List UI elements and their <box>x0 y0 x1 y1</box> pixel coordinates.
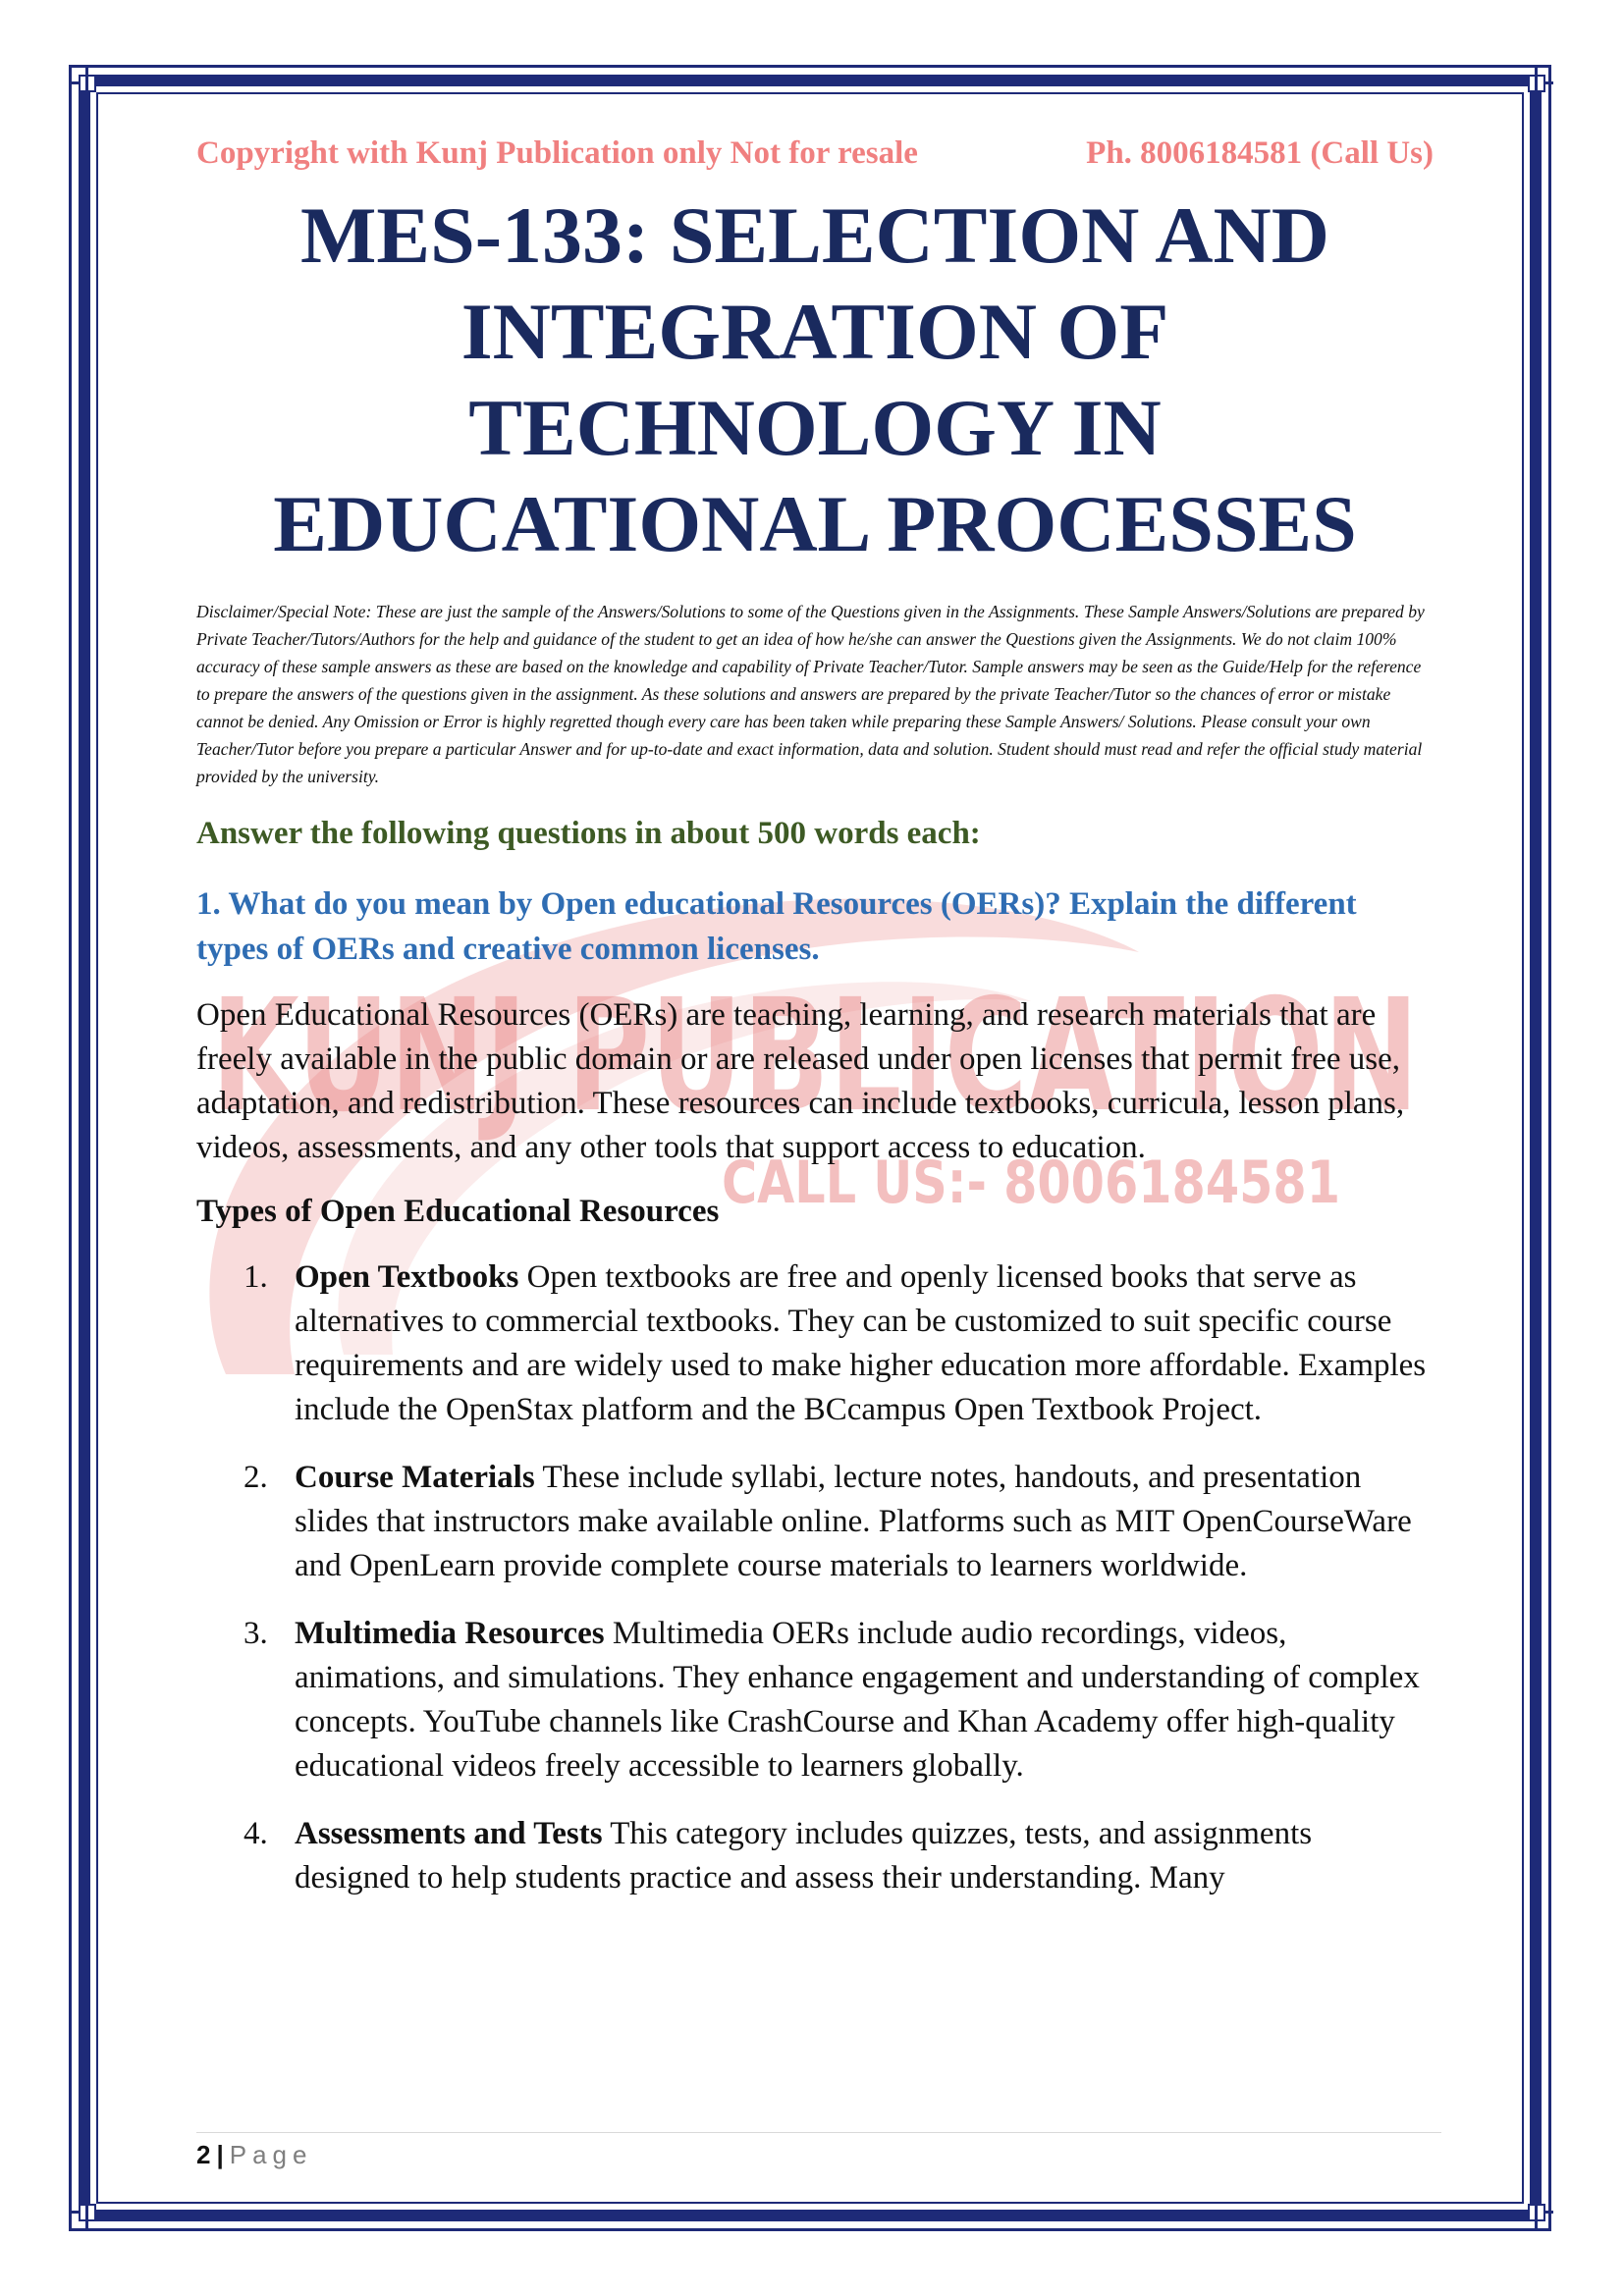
corner-ornament-bottom-right <box>1520 2196 1553 2229</box>
copyright-notice: Copyright with Kunj Publication only Not for resale <box>196 135 918 171</box>
footer-divider <box>196 2132 1441 2133</box>
list-item <box>196 1456 1434 1588</box>
list-item-number: 1. <box>244 1259 268 1295</box>
watermark-brand-text: KUNJ PUBLICATION <box>211 966 1419 1147</box>
list-item-term: Multimedia Resources <box>295 1616 605 1651</box>
disclaimer-note: Disclaimer/Special Note: These are just the sample of the Answers/Solutions to some of the Questions given in the Assignments. These Sample Answers/Solutions are prepared by Private Teacher/Tutors/Authors for the help and guidance of the student to get an idea of how he/she can answer the Questions given the Assignments. We do not claim 100% accuracy of these sample answers as these are based on the knowledge and capability of Private Teacher/Tutor. Sample answers may be seen as the Guide/Help for the reference to prepare the answers of the questions given in the assignment. As these solutions and answers are prepared by the private Teacher/Tutor so the chances of error or mistake cannot be denied. Any Omission or Error is highly regretted though every care has been taken while preparing these Sample Answers/ Solutions. Please consult your own Teacher/Tutor before you prepare a particular Answer and for up-to-date and exact information, data and solution. Student should must read and refer the official study material provided by the university. <box>196 602 1425 786</box>
contact-phone: Ph. 8006184581 (Call Us) <box>1086 135 1434 171</box>
list-item <box>196 1612 1434 1789</box>
page-label: Page <box>229 2140 313 2169</box>
question-heading: 1. What do you mean by Open educational Resources (OERs)? Explain the different types of OERs and creative common licenses. <box>196 886 1357 967</box>
corner-ornament-top-left <box>71 67 104 100</box>
intro-paragraph: Open Educational Resources (OERs) are teaching, learning, and research materials that are freely available in the public domain or are released under open licenses that permit free use, adaptation, and redistribution. These resources can include textbooks, curricula, lesson plans, videos, assessments, and any other tools that support access to education. <box>196 997 1405 1165</box>
page-content <box>196 135 1434 1924</box>
page-number: 2 <box>196 2140 211 2169</box>
corner-ornament-top-right <box>1520 67 1553 100</box>
list-item <box>196 1255 1434 1432</box>
list-item-term: Course Materials <box>295 1460 535 1495</box>
watermark-call-text: CALL US:- 8006184581 <box>722 1148 1340 1217</box>
copyright-header <box>196 135 1434 172</box>
list-item-number: 4. <box>244 1816 268 1851</box>
footer-separator: | <box>216 2140 224 2169</box>
list-item-text: Open textbooks are free and openly licensed books that serve as alternatives to commercial textbooks. They can be customized to suit specific course requirements and are widely used to make higher education more affordable. Examples include the OpenStax platform and the BCcampus Open Textbook Project. <box>295 1259 1427 1427</box>
list-item-text: These include syllabi, lecture notes, handouts, and presentation slides that instructors make available online. Platforms such as MIT OpenCourseWare and OpenLearn provide complete course materials to learners worldwide. <box>295 1460 1412 1583</box>
list-item <box>196 1812 1434 1900</box>
document-title: MES-133: SELECTION AND INTEGRATION OF TECHNOLOGY IN EDUCATIONAL PROCESSES <box>273 190 1357 568</box>
list-item-term: Open Textbooks <box>295 1259 519 1295</box>
list-item-text: This category includes quizzes, tests, and assignments designed to help students practice and assess their understanding. Many <box>295 1816 1313 1896</box>
oer-types-list <box>196 1255 1434 1900</box>
corner-ornament-bottom-left <box>71 2196 104 2229</box>
instruction-heading: Answer the following questions in about 500 words each: <box>196 816 981 851</box>
list-item-number: 3. <box>244 1616 268 1651</box>
list-item-text: Multimedia OERs include audio recordings, videos, animations, and simulations. They enhance engagement and understanding of complex concepts. YouTube channels like CrashCourse and Khan Academy offer high-quality educational videos freely accessible to learners globally. <box>295 1616 1420 1784</box>
list-item-number: 2. <box>244 1460 268 1495</box>
page-footer <box>196 2140 312 2170</box>
list-item-term: Assessments and Tests <box>295 1816 603 1851</box>
section-subheading: Types of Open Educational Resources <box>196 1194 720 1229</box>
